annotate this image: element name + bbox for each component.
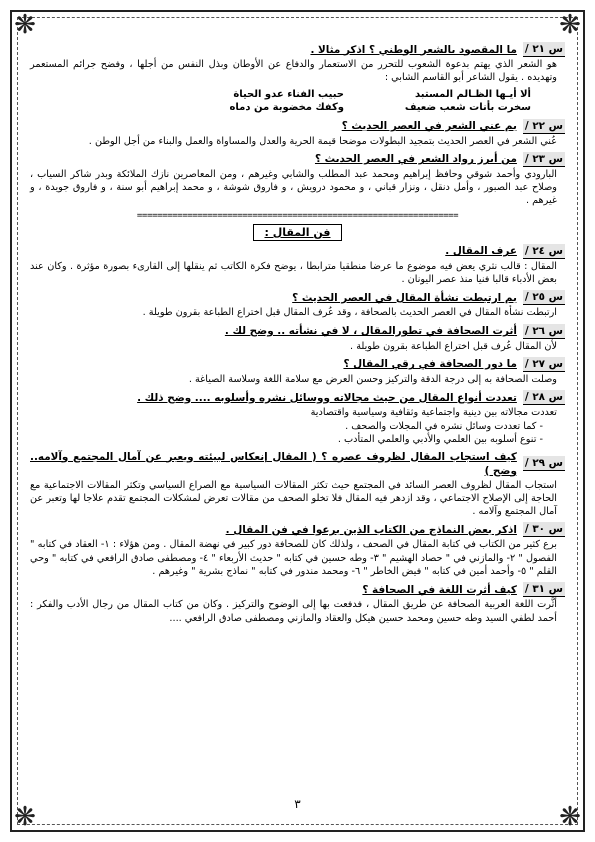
question-21 [30, 42, 565, 57]
corner-ornament-icon: ❋ [559, 802, 581, 832]
question-30 [30, 522, 565, 537]
question-number: س ٢٣ / [524, 152, 563, 165]
question-number: س ٢٨ / [524, 391, 563, 404]
answer-28-bullets [30, 420, 565, 446]
corner-ornament-icon: ❋ [14, 802, 36, 832]
verse-line: حبيب الفناء عدو الحياة [233, 88, 344, 100]
answer-28: تعددت مجالاته بين دينية واجتماعية وثقافية وسياسية واقتصادية [310, 407, 557, 419]
question-text: بم عني الشعر في العصر الحديث ؟ [341, 120, 517, 133]
answer-21: هو الشعر الذي يهتم بدعوة الشعوب للتحرر من الاستعمار والدفاع عن الأوطان وبذل النفس من أجلها ، وفضح جرائم المستعمر وتهديده . يقول الشاعر أبو القاسم الشابي : [30, 59, 557, 84]
question-number: س ٢٥ / [524, 291, 563, 304]
answer-29: استجاب المقال لظروف العصر السائد في المجتمع حيث تكثر المقالات السياسية مع الصراع السياسي وتكثر المقالات الاجتماعية مع الحاجة إلى الإصلاح الاجتماعي ، وقد ازدهر فيه المقال فلا تخلو الصحف من مقالات تعرض لمشكلات المجتمع تقدم علاجا لها وتعبر عن آمال المجتمع وآلامه . [30, 479, 557, 518]
question-25 [30, 290, 565, 305]
question-22 [30, 119, 565, 134]
question-24 [30, 244, 565, 259]
question-text: ما دور الصحافة في رقي المقال ؟ [343, 358, 517, 371]
question-31 [30, 582, 565, 597]
question-number: س ٢٧ / [524, 357, 563, 370]
question-text: بم ارتبطت نشأة المقال في العصر الحديث ؟ [292, 291, 517, 304]
question-number: س ٢٢ / [524, 119, 563, 132]
question-number: س ٢٤ / [524, 244, 563, 257]
section-title [30, 226, 565, 239]
question-29 [30, 450, 565, 478]
corner-ornament-icon: ❋ [14, 10, 36, 40]
answer-26: لأن المقال عُرف قبل اختراع الطباعة بقرون طويلة . [350, 340, 557, 352]
answer-22: عُني الشعر في العصر الحديث بتمجيد البطولات موضحا قيمة الحرية والعدل والمساواة والعمل والبناء من أجل الوطن . [88, 135, 557, 147]
question-26 [30, 324, 565, 339]
list-item: - كما تعددت وسائل نشره في المجلات والصحف . [30, 420, 543, 433]
verse-line: ألا أيـها الظـالم المستبد [415, 88, 531, 100]
question-23 [30, 152, 565, 167]
question-number: س ٣٠ / [524, 523, 563, 536]
list-item: - تنوع أسلوبه بين العلمي والأدبي والعلمي المتأدب . [30, 433, 543, 446]
question-text: ما المقصود بالشعر الوطني ؟ اذكر مثالا . [310, 43, 517, 56]
question-text: اذكر بعض النماذج من الكتاب الذين برعوا في فن المقال . [225, 523, 517, 536]
poem-verses [30, 88, 565, 115]
section-title-text: فن المقال : [253, 224, 341, 241]
question-text: أثرت الصحافة في تطورالمقال ، لا في نشأته .. وضح لك . [224, 325, 517, 338]
answer-31: أثَّرت اللغة العربية الصحافة عن طريق المقال ، فدفعت بها إلى الوضوح والتركيز . وكان من كتاب المقال من رجال الأدب والفكر : أحمد لطفي السيد وطه حسين ومحمد حسين هيكل والعقاد والمازني ومصطفى صادق الرافعي .... [30, 599, 557, 624]
answer-23: البارودي وأحمد شوقي وحافظ إبراهيم ومحمد عبد المطلب والشابي وغيرهم ، ومن المعاصرين نازك الملائكة وبدر شاكر السياب ، وصلاح عبد الصبور ، وأمل دنقل ، ونزار قباني ، و محمود درويش ، و فاروق شوشة ، و محمد إبراهيم أبو سنة ، و فاروق جويدة ، و غيرهم . [30, 168, 557, 207]
question-text: كيف استجاب المقال لظروف عصره ؟ ( المقال إنعكاس لبيئته ويعبر عن آمال المجتمع وآلامه.. وضح ) [30, 450, 517, 477]
question-number: س ٢١ / [524, 43, 563, 55]
question-number: س ٢٦ / [524, 324, 563, 337]
question-27 [30, 357, 565, 372]
question-text: من أبرز رواد الشعر في العصر الحديث ؟ [314, 153, 517, 166]
page-number: ٣ [294, 797, 301, 811]
answer-27: وصلت الصحافة به إلى درجة الدقة والتركيز وحسن العرض مع سلامة اللغة وسلاسة الصياغة . [188, 373, 557, 385]
answer-24: المقال : قالب نثري يعض فيه موضوع ما عرضا منطقيا مترابطا ، يوضح فكرة الكاتب ثم ينقلها إلى القارىء بصورة مؤثرة . وكان عند بعض الأدباء قالبا فنيا منذ عصر اليونان . [30, 260, 557, 286]
question-text: تعددت أنواع المقال من حيث مجالاته ووسائل نشره وأسلوبه .... وضح ذلك . [137, 391, 517, 404]
question-text: كيف أثرت اللغة في الصحافة ؟ [362, 583, 517, 596]
answer-30: برع كثير من الكتاب في كتابة المقال في الصحف ، ولذلك كان للصحافة دور كبير في نهضة المقال . ومن هؤلاء : ١- العقاد في كتابه " الفصول " ٢- والمازني في " حصاد الهشيم " ٣- وطه حسين في كتابه " حديث الأربعاء " ٤- ومصطفى صادق الرافعي في كتابه " وحي القلم " ٥- وأحمد أمين في كتابه " فيض الخاطر " ٦- ومحمد مندور في كتابه " نماذج بشرية " وغيرهم . [30, 539, 557, 578]
corner-ornament-icon: ❋ [559, 10, 581, 40]
question-number: س ٢٩ / [524, 457, 563, 470]
section-divider: ================================================================ [136, 210, 459, 221]
verse-line: وكفك مخضوبة من دماه [229, 102, 344, 114]
page-content [30, 38, 565, 628]
answer-25: ارتبطت نشأة المقال في العصر الحديث بالصحافة ، وقد عُرف المقال قبل اختراع الطباعة بقرون طويلة . [142, 307, 557, 319]
question-28 [30, 390, 565, 405]
question-text: عرف المقال . [445, 245, 517, 258]
verse-line: سخرت بأنات شعب ضعيف [404, 102, 531, 114]
question-number: س ٣١ / [524, 583, 563, 596]
